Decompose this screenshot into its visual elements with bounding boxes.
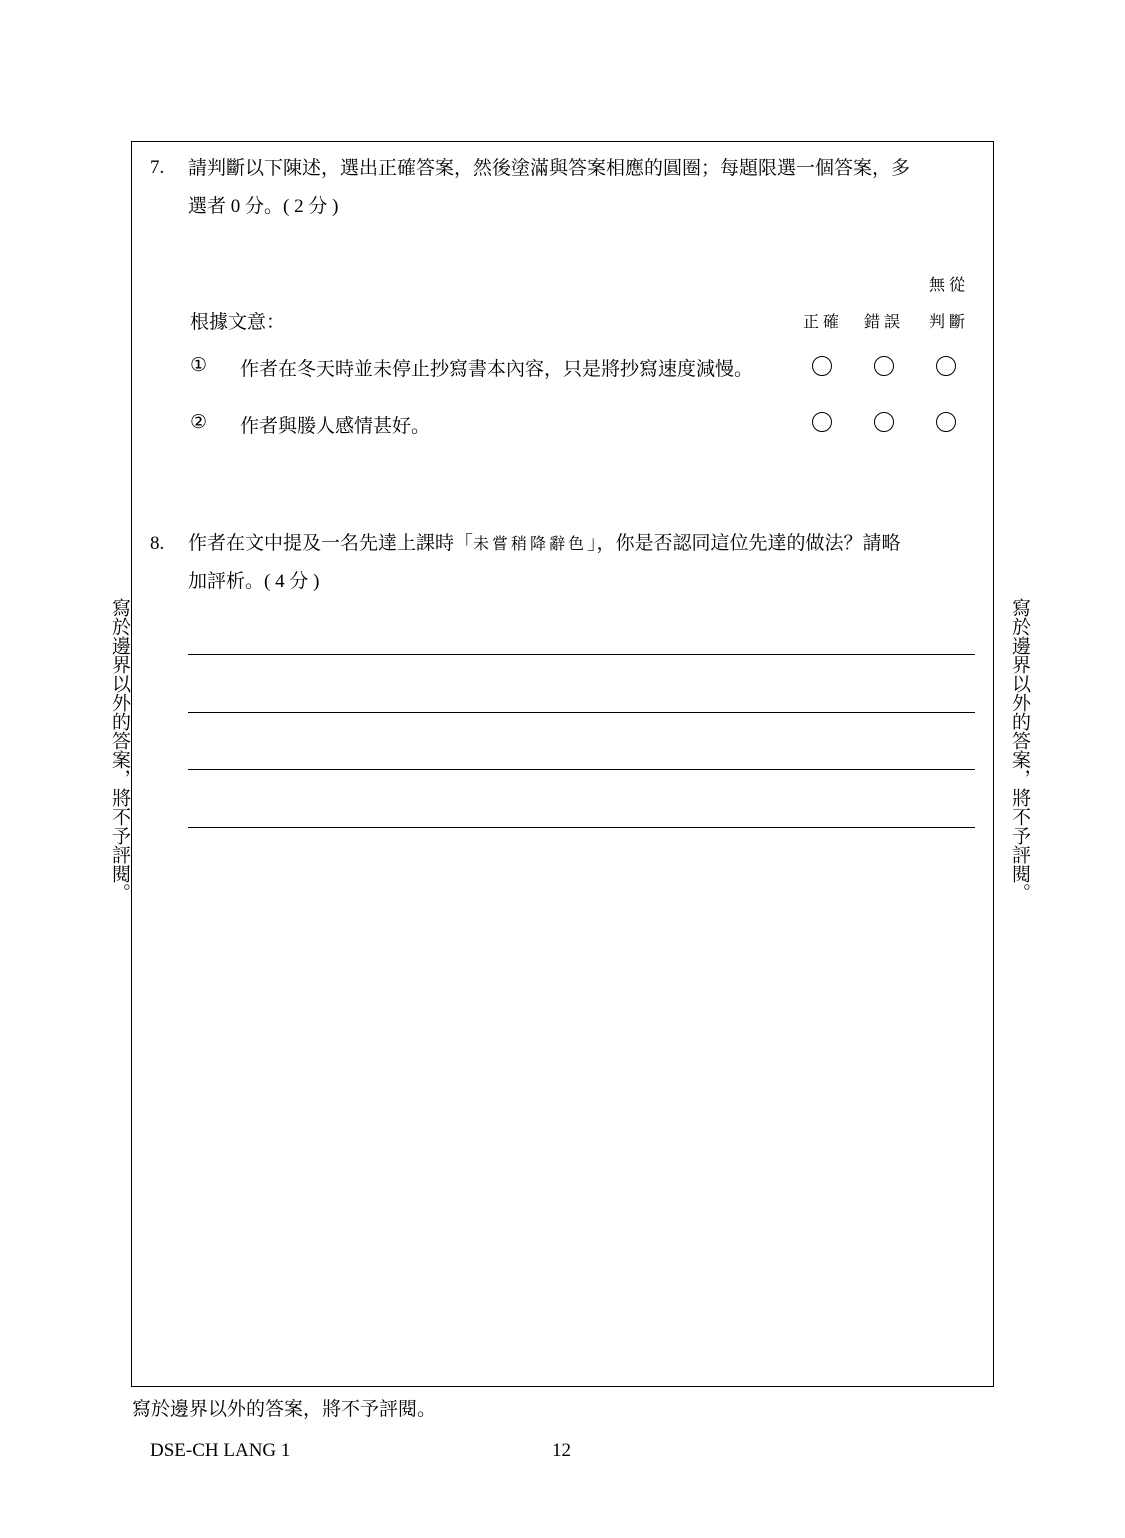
right-margin-notice: 寫於邊界以外的答案，將不予評閱。	[1009, 598, 1030, 902]
question-8-text-line1	[188, 525, 901, 563]
statement-2-correct-bubble[interactable]	[812, 412, 832, 432]
header-correct: 正確	[803, 312, 844, 331]
question-8-text-before-quote: 作者在文中提及一名先達上課時「	[188, 533, 474, 554]
question-7-text-line1: 請判斷以下陳述，選出正確答案，然後塗滿與答案相應的圓圈；每題限選一個答案，多	[188, 158, 911, 179]
header-undetermined-top: 無從	[929, 275, 970, 294]
left-margin-notice: 寫於邊界以外的答案，將不予評閱。	[109, 598, 130, 902]
question-7-intro-label: 根據文意：	[190, 312, 286, 333]
statement-1-marker: ①	[190, 355, 208, 376]
header-wrong: 錯誤	[864, 312, 905, 331]
answer-line-4[interactable]	[188, 827, 975, 828]
paper-code: DSE-CH LANG 1	[150, 1440, 291, 1461]
bottom-margin-notice: 寫於邊界以外的答案，將不予評閱。	[132, 1399, 437, 1420]
question-7-number: 7.	[150, 157, 165, 178]
question-8-text-line2: 加評析。( 4 分 )	[188, 571, 320, 592]
question-8-quote: 未嘗稍降辭色	[473, 534, 588, 553]
page-number: 12	[552, 1440, 571, 1461]
statement-1-text: 作者在冬天時並未停止抄寫書本內容，只是將抄寫速度減慢。	[240, 359, 754, 380]
statement-1-undetermined-bubble[interactable]	[936, 356, 956, 376]
statement-2-undetermined-bubble[interactable]	[936, 412, 956, 432]
statement-2-text: 作者與媵人感情甚好。	[240, 416, 431, 437]
statement-2-marker: ②	[190, 412, 208, 433]
statement-1-wrong-bubble[interactable]	[874, 356, 894, 376]
statement-1-correct-bubble[interactable]	[812, 356, 832, 376]
answer-line-1[interactable]	[188, 654, 975, 655]
answer-line-3[interactable]	[188, 769, 975, 770]
statement-2-wrong-bubble[interactable]	[874, 412, 894, 432]
header-undetermined-bottom: 判斷	[929, 312, 970, 331]
answer-line-2[interactable]	[188, 712, 975, 713]
question-8-number: 8.	[150, 533, 165, 554]
question-7-text-line2: 選者 0 分。( 2 分 )	[188, 196, 339, 217]
question-8-text-after-quote: 」，你是否認同這位先達的做法？請略	[587, 533, 901, 554]
